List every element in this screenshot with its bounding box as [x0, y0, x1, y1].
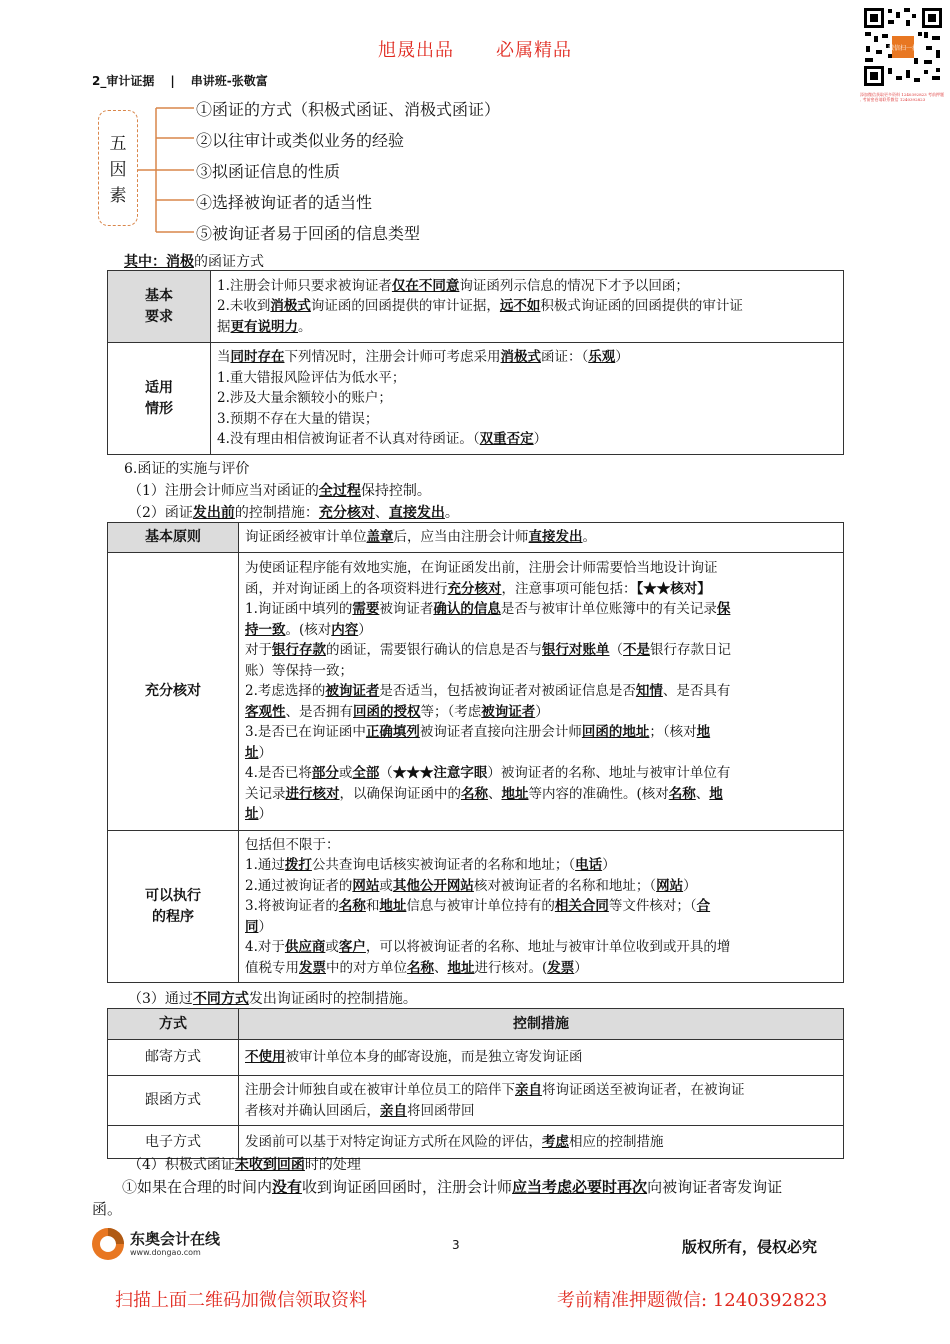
basic-cell: 1.注册会计师只要求被询证者仅在不同意询证函列示信息的情况下才予以回函； 2.未收到消极式询证函的回函提供的审计证据，远不如积极式询证函的回函提供的审计证 据更有说明力。 [211, 271, 844, 343]
section6-title: 6.函证的实施与评价 [124, 461, 250, 477]
control-table [107, 522, 844, 983]
factor-box-char: 素 [109, 186, 127, 206]
basic-label: 基本 要求 [108, 271, 211, 343]
table-row [108, 343, 844, 455]
dongao-logo-icon [90, 1226, 126, 1262]
negative-table [107, 270, 844, 455]
apply-label: 适用 情形 [108, 343, 211, 455]
factor-box-char: 五 [109, 134, 127, 154]
factor-box [98, 110, 138, 226]
table-row [108, 1040, 844, 1076]
method-label: 邮寄方式 [108, 1040, 239, 1076]
header-title-left: 旭晟出品 [378, 40, 454, 61]
r3-cell: 包括但不限于： 1.通过拨打公共查询电话核实被询证者的名称和地址；（电话） 2.通过被询证者的网站或其他公开网站核对被询证者的名称和地址；（网站） 3.将被询证者的名称和地址信息与被审计单位持有的相关合同等文件核对；（合 同） 4.对于供应商或客户，可以将被询证者的名称、地址与被审计单位收到或开具的增 值税专用发票中的对方单位名称、地址进行核对。(发票） [239, 831, 844, 983]
promo-left: 扫描上面二维码加微信领取资料 [115, 1290, 367, 1311]
method-cell: 注册会计师独自或在被审计单位员工的陪伴下亲自将询证函送至被询证者，在被询证 者核对并确认回函后，亲自将回函带回 [239, 1076, 844, 1126]
section4-p6: 函。 [92, 1200, 123, 1218]
table-row [108, 1009, 844, 1040]
page-number: 3 [452, 1238, 460, 1252]
col-header-method: 方式 [108, 1009, 239, 1040]
section6-p2: （2）函证发出前的控制措施：充分核对、直接发出。 [128, 505, 459, 521]
factor-item: ③拟函证信息的性质 [196, 162, 341, 181]
method-cell: 不使用被审计单位本身的邮寄设施，而是独立寄发询证函 [239, 1040, 844, 1076]
r2-cell: 为使函证程序能有效地实施，在询证函发出前，注册会计师需要恰当地设计询证 函，并对询证函上的各项资料进行充分核对，注意事项可能包括：【★★核对】 1.询证函中填列的需要被询证者确认的信息是否与被审计单位账簿中的有关记录保 持一致。(核对内容） 对于银行存款的函证，需要银行确认的信息是否与银行对账单（不是银行存款日记 账）等保持一致； 2.考虑选择的被询证者是否适当，包括被询证者对被函证信息是否知情、是否具有 客观性、是否拥有回函的授权等；（考虑被询证者） 3.是否已在询证函中正确填列被询证者直接向注册会计师回函的地址；（核对地 址） 4.是否已将部分或全部（★★★注意字眼）被询证者的名称、地址与被审计单位有 关记录进行核对，以确保询证函中的名称、地址等内容的准确性。(核对名称、地 址） [239, 553, 844, 831]
negative-heading: 其中：消极的函证方式 [124, 254, 264, 270]
course-teacher: 串讲班-张敬富 [190, 74, 268, 88]
svg-text:微信扫一扫: 微信扫一扫 [887, 45, 919, 52]
apply-cell: 当同时存在下列情况时，注册会计师可考虑采用消极式函证：（乐观） 1.重大错报风险评估为低水平； 2.涉及大量余额较小的账户； 3.预期不存在大量的错误； 4.没有理由相信被询证者不认真对待函证。（双重否定） [211, 343, 844, 455]
method-cell: 发函前可以基于对特定询证方式所在风险的评估，考虑相应的控制措施 [239, 1126, 844, 1159]
factor-item: ①函证的方式（积极式函证、消极式函证） [196, 100, 501, 119]
logo-url: www.dongao.com [130, 1248, 201, 1257]
course-separator: | [170, 74, 175, 88]
table-row [108, 523, 844, 553]
method-table [107, 1008, 844, 1159]
table-row [108, 1076, 844, 1126]
table-row [108, 271, 844, 343]
qr-caption: 添加微信获取更多资料 1240392823 考前押题 , 考前密卷请联系微信 1240392823 [860, 92, 944, 102]
course-line [92, 72, 268, 89]
copyright: 版权所有，侵权必究 [682, 1238, 818, 1256]
brace-icon [138, 100, 198, 240]
section3-p3: （3）通过不同方式发出询证函时的控制措施。 [128, 991, 417, 1007]
course-chapter: 2_审计证据 [92, 74, 155, 88]
r1-cell: 询证函经被审计单位盖章后，应当由注册会计师直接发出。 [239, 523, 844, 553]
section6-p1: （1）注册会计师应当对函证的全过程保持控制。 [128, 483, 431, 499]
table-row [108, 553, 844, 831]
section4-p4: （4）积极式函证未收到回函时的处理 [128, 1157, 361, 1173]
col-header-control: 控制措施 [239, 1009, 844, 1040]
r3-label: 可以执行 的程序 [108, 831, 239, 983]
r2-label: 充分核对 [108, 553, 239, 831]
logo-name: 东奥会计在线 [130, 1230, 221, 1248]
r1-label: 基本原则 [108, 523, 239, 553]
factor-item: ②以往审计或类似业务的经验 [196, 131, 405, 150]
factor-box-char: 因 [109, 160, 127, 180]
section4-p5: ①如果在合理的时间内没有收到询证函回函时，注册会计师应当考虑必要时再次向被询证者寄发询证 [122, 1178, 783, 1196]
header-title-right: 必属精品 [496, 40, 572, 61]
header-title [378, 36, 614, 62]
method-label: 跟函方式 [108, 1076, 239, 1126]
qr-code-icon [862, 6, 944, 88]
footer-logo [90, 1226, 230, 1264]
table-row [108, 831, 844, 983]
method-label: 电子方式 [108, 1126, 239, 1159]
factor-item: ⑤被询证者易于回函的信息类型 [196, 224, 421, 243]
promo-right: 考前精准押题微信: 1240392823 [557, 1290, 828, 1311]
factor-item: ④选择被询证者的适当性 [196, 193, 373, 212]
